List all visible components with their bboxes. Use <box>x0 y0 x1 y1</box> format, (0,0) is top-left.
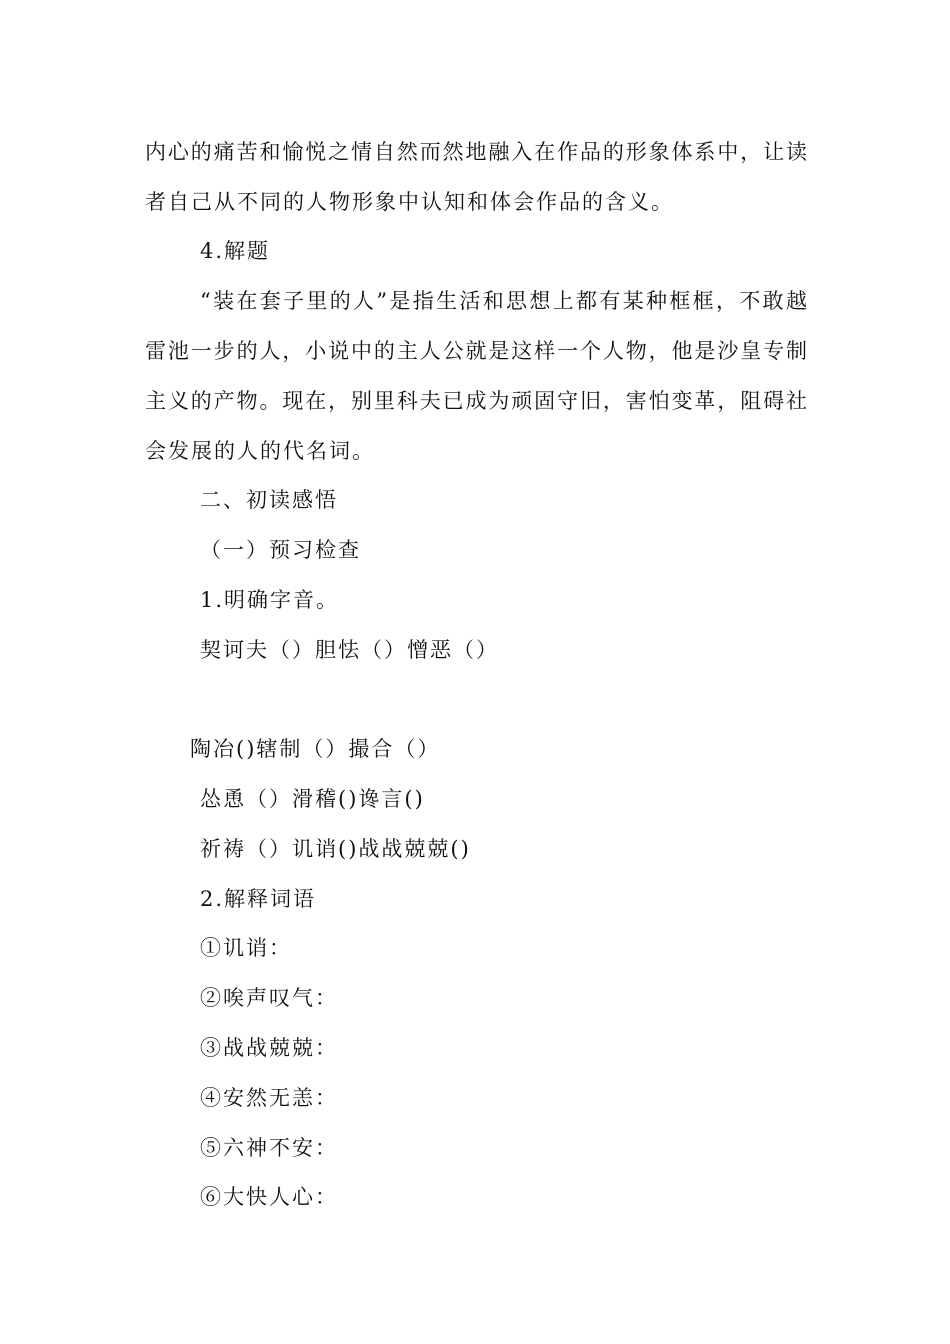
section-heading-chudu: 二、初读感悟 <box>200 488 338 512</box>
vocab-item: ①讥诮： <box>200 936 292 960</box>
pronunciation-row: 陶冶()辖制（）撮合（） <box>190 737 441 761</box>
heading-jieti: 4.解题 <box>200 239 271 263</box>
pronunciation-row: 契诃夫（）胆怯（）憎恶（） <box>200 638 499 662</box>
pronunciation-row: 祈祷（）讥诮()战战兢兢() <box>200 837 471 861</box>
vocab-item: ⑤六神不安： <box>200 1136 338 1160</box>
subsection-heading-yuxi: （一）预习检查 <box>200 538 361 562</box>
vocab-item: ③战战兢兢： <box>200 1036 338 1060</box>
paragraph-2-line-1: “装在套子里的人”是指生活和思想上都有某种框框，不敢越 <box>200 289 807 313</box>
vocab-item: ④安然无恙： <box>200 1086 338 1110</box>
paragraph-1-line-2: 者自己从不同的人物形象中认知和体会作品的含义。 <box>145 190 674 214</box>
paragraph-2-line-2: 雷池一步的人，小说中的主人公就是这样一个人物，他是沙皇专制 <box>145 339 807 363</box>
question-2-title: 2.解释词语 <box>200 887 317 911</box>
vocab-item: ②唉声叹气： <box>200 986 338 1010</box>
paragraph-2-line-3: 主义的产物。现在，别里科夫已成为顽固守旧，害怕变革，阻碍社 <box>145 389 807 413</box>
paragraph-1-line-1: 内心的痛苦和愉悦之情自然而然地融入在作品的形象体系中，让读 <box>145 140 807 164</box>
question-1-title: 1.明确字音。 <box>200 588 340 612</box>
pronunciation-row: 怂恿（）滑稽()谗言() <box>200 787 425 811</box>
vocab-item: ⑥大快人心： <box>200 1185 338 1209</box>
paragraph-2-line-4: 会发展的人的代名词。 <box>145 439 375 463</box>
